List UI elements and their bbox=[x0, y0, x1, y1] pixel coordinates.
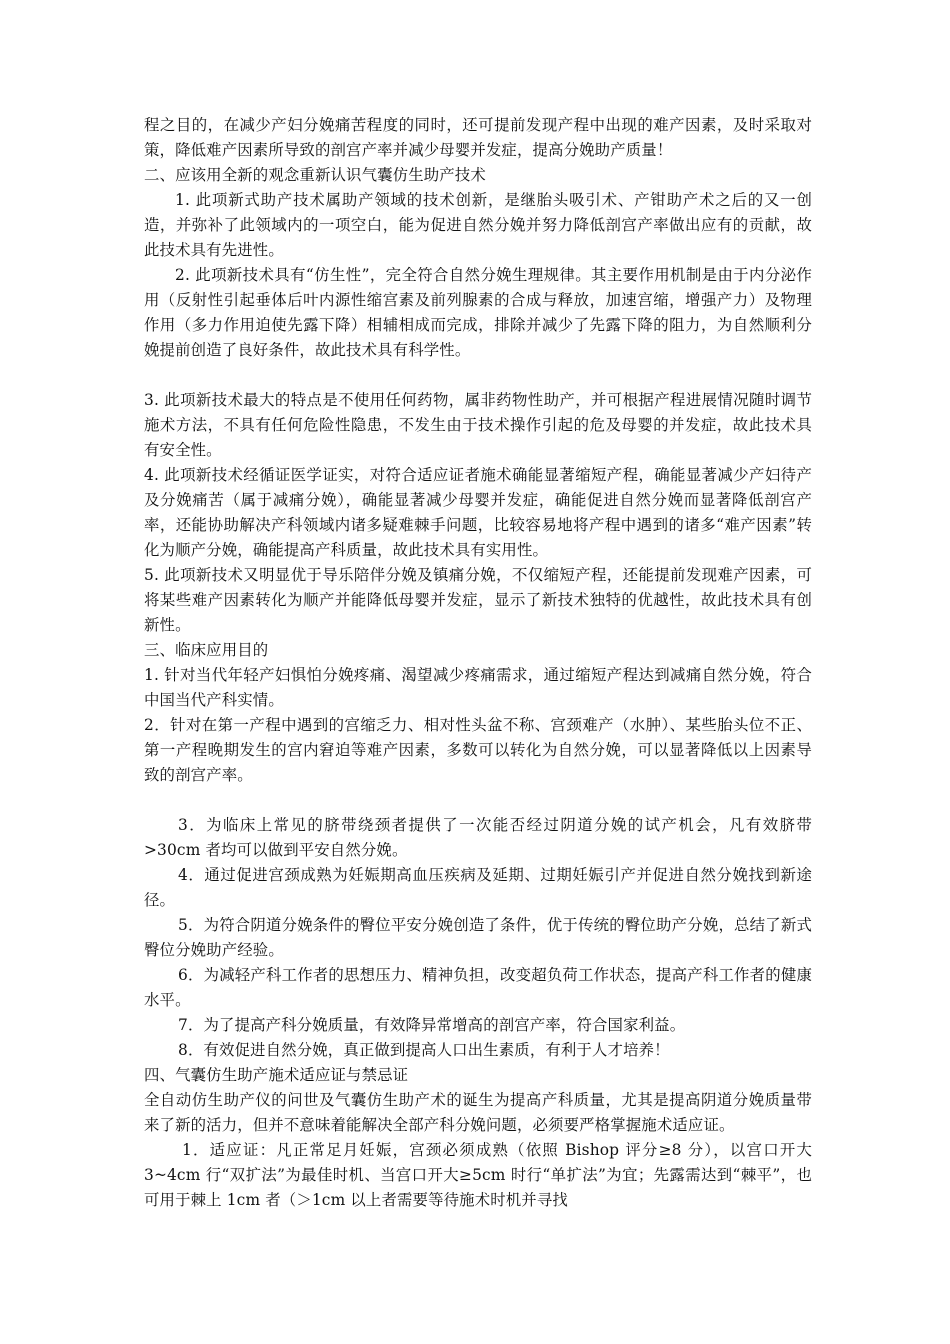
section-heading-3: 三、临床应用目的 bbox=[144, 641, 269, 659]
list-item-2-2: 2. 此项新技术具有“仿生性”，完全符合自然分娩生理规律。其主要作用机制是由于内分泌作用（反射性引起垂体后叶内源性缩宫素及前列腺素的合成与释放，加速宫缩，增强产力）及物理作用（多力作用迫使先露下降）相辅相成而完成，排除并减少了先露下降的阻力，为自然顺利分娩提前创造了良好条件，故此技术具有科学性。 bbox=[144, 266, 812, 359]
document-page bbox=[144, 113, 812, 1213]
paragraph-section-4-intro: 全自动仿生助产仪的问世及气囊仿生助产术的诞生为提高产科质量，尤其是提高阴道分娩质量带来了新的活力，但并不意味着能解决全部产科分娩问题，必须要严格掌握施术适应证。 bbox=[144, 1091, 812, 1134]
list-item-2-3: 3. 此项新技术最大的特点是不使用任何药物，属非药物性助产，并可根据产程进展情况随时调节施术方法，不具有任何危险性隐患，不发生由于技术操作引起的危及母婴的并发症，故此技术具有安全性。 bbox=[144, 391, 812, 459]
list-item-2-4: 4. 此项新技术经循证医学证实，对符合适应证者施术确能显著缩短产程，确能显著减少产妇待产及分娩痛苦（属于减痛分娩），确能显著减少母婴并发症，确能促进自然分娩而显著降低剖宫产率，还能协助解决产科领域内诸多疑难棘手问题，比较容易地将产程中遇到的诸多“难产因素”转化为顺产分娩，确能提高产科质量，故此技术具有实用性。 bbox=[144, 466, 812, 559]
list-item-2-1: 1. 此项新式助产技术属助产领域的技术创新，是继胎头吸引术、产钳助产术之后的又一创造，并弥补了此领域内的一项空白，能为促进自然分娩并努力降低剖宫产率做出应有的贡献，故此技术具有先进性。 bbox=[144, 191, 812, 259]
list-item-3-3: 3．为临床上常见的脐带绕颈者提供了一次能否经过阴道分娩的试产机会，凡有效脐带>30cm 者均可以做到平安自然分娩。 bbox=[144, 816, 812, 859]
blank-line bbox=[144, 363, 812, 388]
list-item-3-4: 4．通过促进宫颈成熟为妊娠期高血压疾病及延期、过期妊娠引产并促进自然分娩找到新途径。 bbox=[144, 866, 812, 909]
list-item-3-1: 1. 针对当代年轻产妇惧怕分娩疼痛、渴望减少疼痛需求，通过缩短产程达到减痛自然分娩，符合中国当代产科实情。 bbox=[144, 666, 812, 709]
list-item-3-7: 7．为了提高产科分娩质量，有效降异常增高的剖宫产率，符合国家利益。 bbox=[178, 1016, 686, 1034]
section-heading-2: 二、应该用全新的观念重新认识气囊仿生助产技术 bbox=[144, 166, 486, 184]
list-item-2-5: 5. 此项新技术又明显优于导乐陪伴分娩及镇痛分娩，不仅缩短产程，还能提前发现难产因素，可将某些难产因素转化为顺产并能降低母婴并发症，显示了新技术独特的优越性，故此技术具有创新性。 bbox=[144, 566, 812, 634]
blank-line bbox=[144, 788, 812, 813]
section-heading-4: 四、气囊仿生助产施术适应证与禁忌证 bbox=[144, 1066, 409, 1084]
list-item-3-5: 5．为符合阴道分娩条件的臀位平安分娩创造了条件，优于传统的臀位助产分娩，总结了新式臀位分娩助产经验。 bbox=[144, 916, 812, 959]
list-item-4-1: 1．适应证：凡正常足月妊娠，宫颈必须成熟（依照 Bishop 评分≥8 分），以宫口开大3~4cm 行“双扩法”为最佳时机、当宫口开大≥5cm 时行“单扩法”为宜；先露需达到“棘平”，也可用于棘上 1cm 者（＞1cm 以上者需要等待施术时机并寻找 bbox=[144, 1141, 812, 1209]
list-item-3-8: 8．有效促进自然分娩，真正做到提高人口出生素质，有利于人才培养！ bbox=[178, 1041, 670, 1059]
list-item-3-6: 6．为减轻产科工作者的思想压力、精神负担，改变超负荷工作状态，提高产科工作者的健康水平。 bbox=[144, 966, 812, 1009]
list-item-3-2: 2．针对在第一产程中遇到的宫缩乏力、相对性头盆不称、宫颈难产（水肿）、某些胎头位不正、第一产程晚期发生的宫内窘迫等难产因素，多数可以转化为自然分娩，可以显著降低以上因素导致的剖宫产率。 bbox=[144, 716, 812, 784]
paragraph-intro-continuation: 程之目的，在减少产妇分娩痛苦程度的同时，还可提前发现产程中出现的难产因素，及时采取对策，降低难产因素所导致的剖宫产率并减少母婴并发症，提高分娩助产质量！ bbox=[144, 116, 812, 159]
